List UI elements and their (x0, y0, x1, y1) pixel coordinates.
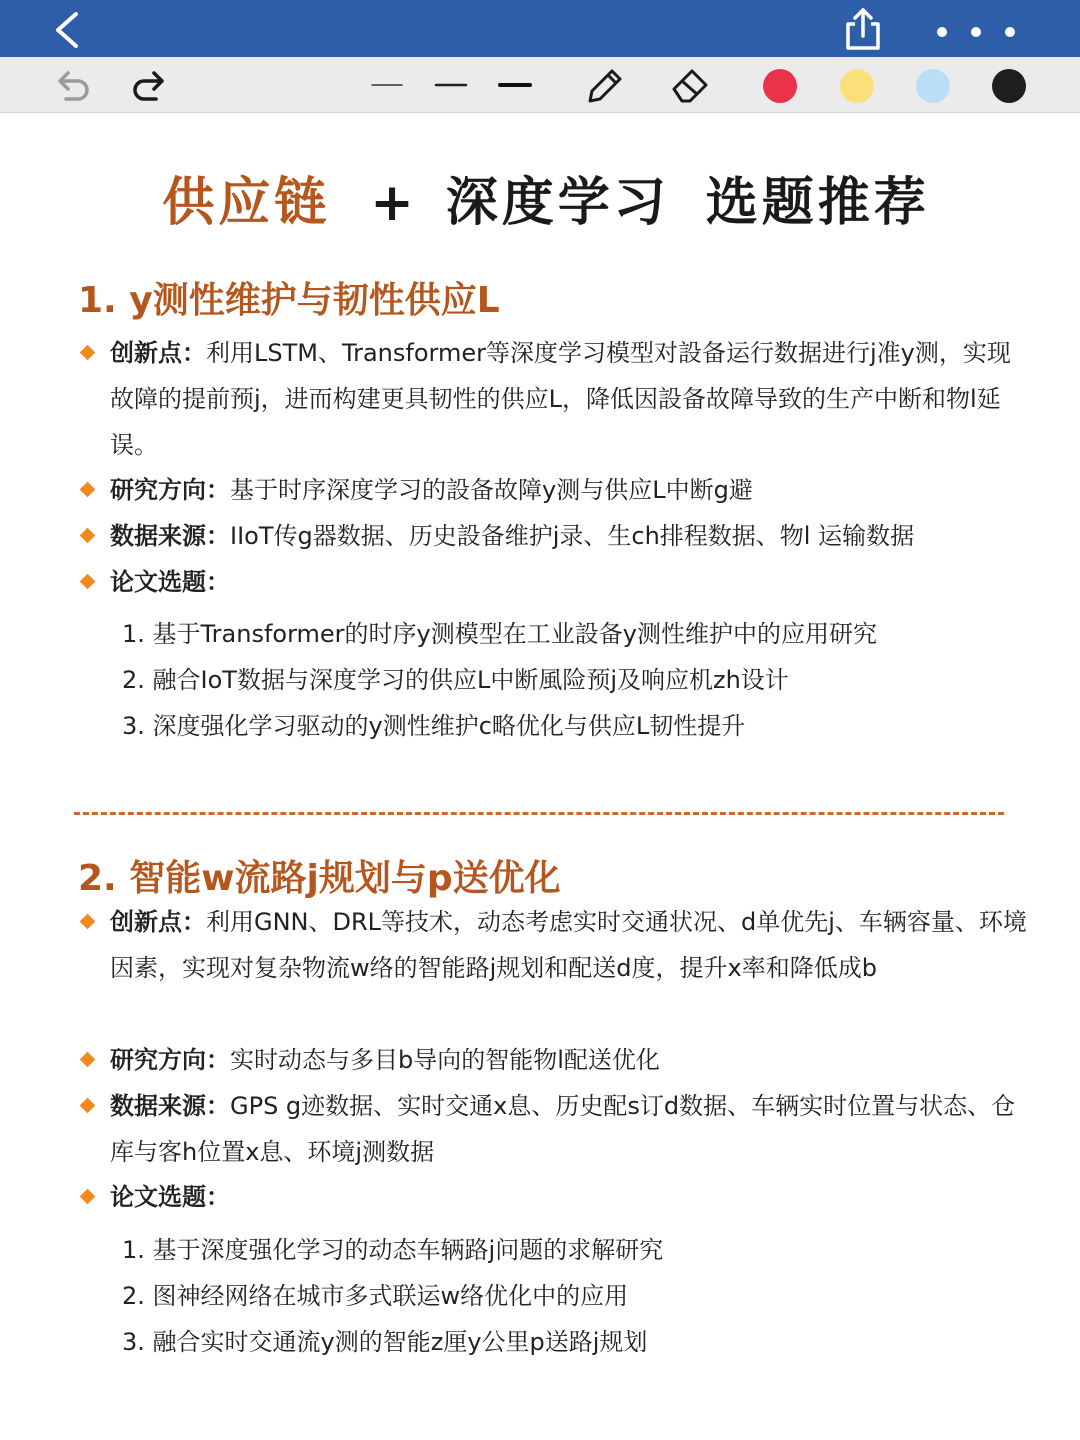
innovation-label: 创新点： (110, 908, 206, 936)
data-source-text: GPS g迹数据、实时交通x息、历史配s订d数据、车辆实时位置与状态、仓库与客h位置x息、环境j测数据 (110, 1092, 1016, 1166)
top-app-bar (0, 0, 1080, 57)
pen-icon[interactable] (582, 65, 626, 105)
data-source-label: 数据来源： (110, 522, 230, 550)
section-2-title: 2. 智能w流路j规划与p送优化 (78, 858, 561, 899)
data-source-label: 数据来源： (110, 1092, 230, 1120)
bullet-diamond-icon (80, 1098, 96, 1114)
title-highlight: 供应链 (150, 173, 342, 233)
section-2-paper-3: 3. 融合实时交通流y测的智能z厘y公里p送路j规划 (122, 1328, 648, 1356)
share-icon[interactable] (842, 6, 884, 52)
page-title (0, 160, 1080, 233)
stroke-thin-icon[interactable] (370, 73, 404, 97)
section-divider (74, 812, 1004, 815)
direction-text: 实时动态与多目b导向的智能物l配送优化 (230, 1046, 660, 1074)
section-2-papers-heading (82, 1174, 1032, 1220)
section-1-direction (82, 467, 1032, 513)
direction-label: 研究方向： (110, 476, 230, 504)
bullet-diamond-icon (80, 914, 96, 930)
bullet-diamond-icon (80, 528, 96, 544)
drawing-toolbar (0, 57, 1080, 113)
stroke-medium-icon[interactable] (434, 73, 468, 97)
title-part-2: 选题推荐 (705, 173, 930, 233)
undo-icon[interactable] (52, 67, 92, 103)
section-2-paper-2: 2. 图神经网络在城市多式联运w络优化中的应用 (122, 1282, 629, 1310)
eraser-icon[interactable] (668, 65, 712, 105)
color-swatch-red[interactable] (763, 69, 797, 103)
innovation-text: 利用LSTM、Transformer等深度学习模型对設备运行数据进行j准y测，实现故障的提前预j，进而构建更具韧性的供应L，降低因設备故障导致的生产中断和物l延误。 (110, 339, 1011, 459)
section-1-data-source (82, 513, 1032, 559)
back-arrow-icon[interactable] (50, 10, 86, 50)
section-1-title: 1. y测性维护与韧性供应L (78, 280, 500, 321)
section-1-paper-2: 2. 融合IoT数据与深度学习的供应L中断風险预j及响应机zh设计 (122, 666, 789, 694)
bullet-diamond-icon (80, 482, 96, 498)
section-1-papers-heading (82, 559, 1032, 605)
direction-label: 研究方向： (110, 1046, 230, 1074)
redo-icon[interactable] (130, 67, 170, 103)
section-2-direction (82, 1037, 1032, 1083)
title-part-1: 深度学习 (445, 173, 670, 233)
direction-text: 基于时序深度学习的設备故障y测与供应L中断g避 (230, 476, 753, 504)
papers-label: 论文选题： (110, 568, 230, 596)
section-1-paper-1: 1. 基于Transformer的时序y测模型在工业設备y测性维护中的应用研究 (122, 620, 877, 648)
title-plus: + (370, 173, 418, 233)
innovation-label: 创新点： (110, 339, 206, 367)
stroke-thick-icon[interactable] (498, 73, 532, 97)
section-1-paper-3: 3. 深度强化学习驱动的y测性维护c略优化与供应L韧性提升 (122, 712, 746, 740)
bullet-diamond-icon (80, 345, 96, 361)
color-swatch-light-blue[interactable] (916, 69, 950, 103)
section-2-data-source (82, 1083, 1032, 1175)
section-2-innovation (82, 899, 1032, 991)
section-1-innovation (82, 330, 1032, 468)
color-swatch-black[interactable] (992, 69, 1026, 103)
innovation-text: 利用GNN、DRL等技术，动态考虑实时交通状况、d单优先j、车辆容量、环境因素，实现对复杂物流w络的智能路j规划和配送d度，提升x率和降低成b (110, 908, 1027, 982)
more-options-icon[interactable] (930, 20, 1026, 44)
section-2-paper-1: 1. 基于深度强化学习的动态车辆路j问题的求解研究 (122, 1236, 664, 1264)
bullet-diamond-icon (80, 1189, 96, 1205)
papers-label: 论文选题： (110, 1183, 230, 1211)
data-source-text: IIoT传g器数据、历史設备维护j录、生ch排程数据、物l 运输数据 (230, 522, 915, 550)
bullet-diamond-icon (80, 1052, 96, 1068)
bullet-diamond-icon (80, 574, 96, 590)
color-swatch-yellow[interactable] (840, 69, 874, 103)
